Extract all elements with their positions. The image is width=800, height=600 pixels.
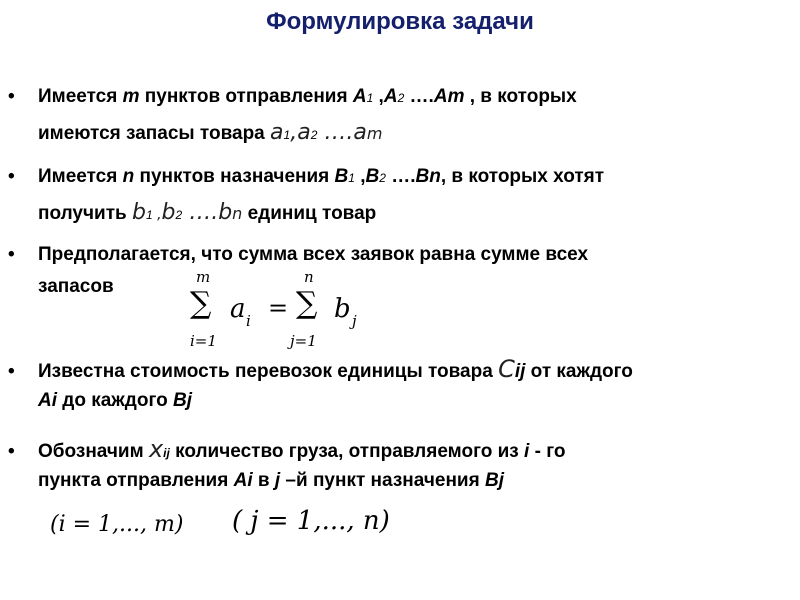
sum-formula [186,268,386,364]
comma: , [152,207,162,223]
var-Bj: Bj [484,470,504,491]
text: Известна стоимость перевозок единицы товара [38,361,499,382]
comma: , [290,120,298,145]
var-B: B [415,166,430,187]
text: единиц товар [242,203,377,224]
bullet-2-line-2 [38,196,376,232]
sum-top-left: m [196,268,211,286]
sum-top-right: n [304,268,314,286]
text: до каждого [57,390,173,411]
text: пунктов назначения [134,166,335,187]
sum-bottom-left: i=1 [190,332,217,350]
subscript: 1 [283,128,291,142]
bullet-5-line-2 [38,464,504,498]
text: –й пункт назначения [280,470,485,491]
text: пункта отправления [38,470,234,491]
range-i: (i = 1,..., m) [50,512,184,537]
subscript: 2 [397,91,405,105]
term-a: a [230,294,246,324]
var-b: b [131,200,146,225]
text: - го [529,441,566,462]
var-n: n [429,166,441,187]
subscript: 1 [145,208,153,222]
term-a-sub: i [246,312,251,330]
text: Предполагается, что сумма всех заявок равна сумме всех [38,244,589,265]
bullet-dot: • [8,244,15,265]
text: …. [404,86,434,107]
dots: …. [317,120,354,145]
range-j: ( j = 1,..., n) [232,506,390,536]
var-B: B [365,166,380,187]
bullet-1-line-1 [8,80,577,115]
text: в [252,470,275,491]
var-m: m [447,86,465,107]
index-ij: ij [514,361,526,382]
bullet-3-line-2 [38,270,114,304]
text: количество груза, отправляемого из [169,441,525,462]
text: Имеется [38,166,123,187]
bullet-4-line-2 [38,384,192,418]
var-a: a [353,120,367,145]
text: имеются запасы товара [38,123,271,144]
bullet-2-line-1 [8,160,604,195]
var-Bj: Bj [173,390,192,411]
equals-sign: = [268,294,289,322]
sigma-right: ∑ [296,286,318,321]
text: , в которых хотят [440,166,605,187]
var-a: a [297,120,311,145]
subscript: 2 [310,128,318,142]
var-i: i [524,441,530,462]
var-b: b [218,200,233,225]
var-Ai: Ai [233,470,253,491]
subscript: 1 [348,171,355,185]
var-m: m [122,86,140,107]
term-b: b [334,294,351,324]
sigma-left: ∑ [190,286,212,321]
text: запасов [38,276,114,297]
var-m: m [366,124,383,143]
subscript: 1 [366,91,374,105]
subscript: 2 [379,171,386,185]
term-b-sub: j [352,312,357,330]
text: пунктов отправления [139,86,353,107]
var-A: A [433,86,448,107]
bullet-dot: • [8,361,15,382]
var-n: n [232,204,243,223]
text: получить [38,203,132,224]
text: , [373,86,384,107]
dots: …. [182,200,219,225]
var-n: n [122,166,135,187]
bullet-dot: • [8,86,15,107]
var-C: C [498,355,515,383]
sum-bottom-right: j=1 [290,332,317,350]
subscript: 2 [175,208,183,222]
index-ij: ij [163,446,170,460]
text: Обозначим [38,441,149,462]
var-B: B [334,166,349,187]
bullet-3-line-1 [8,238,588,272]
var-A: A [352,86,367,107]
var-j: j [274,470,281,491]
text: Имеется [38,86,123,107]
text: , в которых [464,86,577,107]
text: …. [385,166,416,187]
bullet-dot: • [8,166,15,187]
bullet-1-line-2 [38,116,382,152]
text: от каждого [525,361,633,382]
var-A: A [383,86,398,107]
var-a: a [270,120,284,145]
var-b: b [161,200,176,225]
bullet-dot: • [8,441,15,462]
slide-title: Формулировка задачи [266,8,534,35]
text: , [354,166,366,187]
var-x: x [148,435,164,463]
var-Ai: Ai [38,390,57,411]
